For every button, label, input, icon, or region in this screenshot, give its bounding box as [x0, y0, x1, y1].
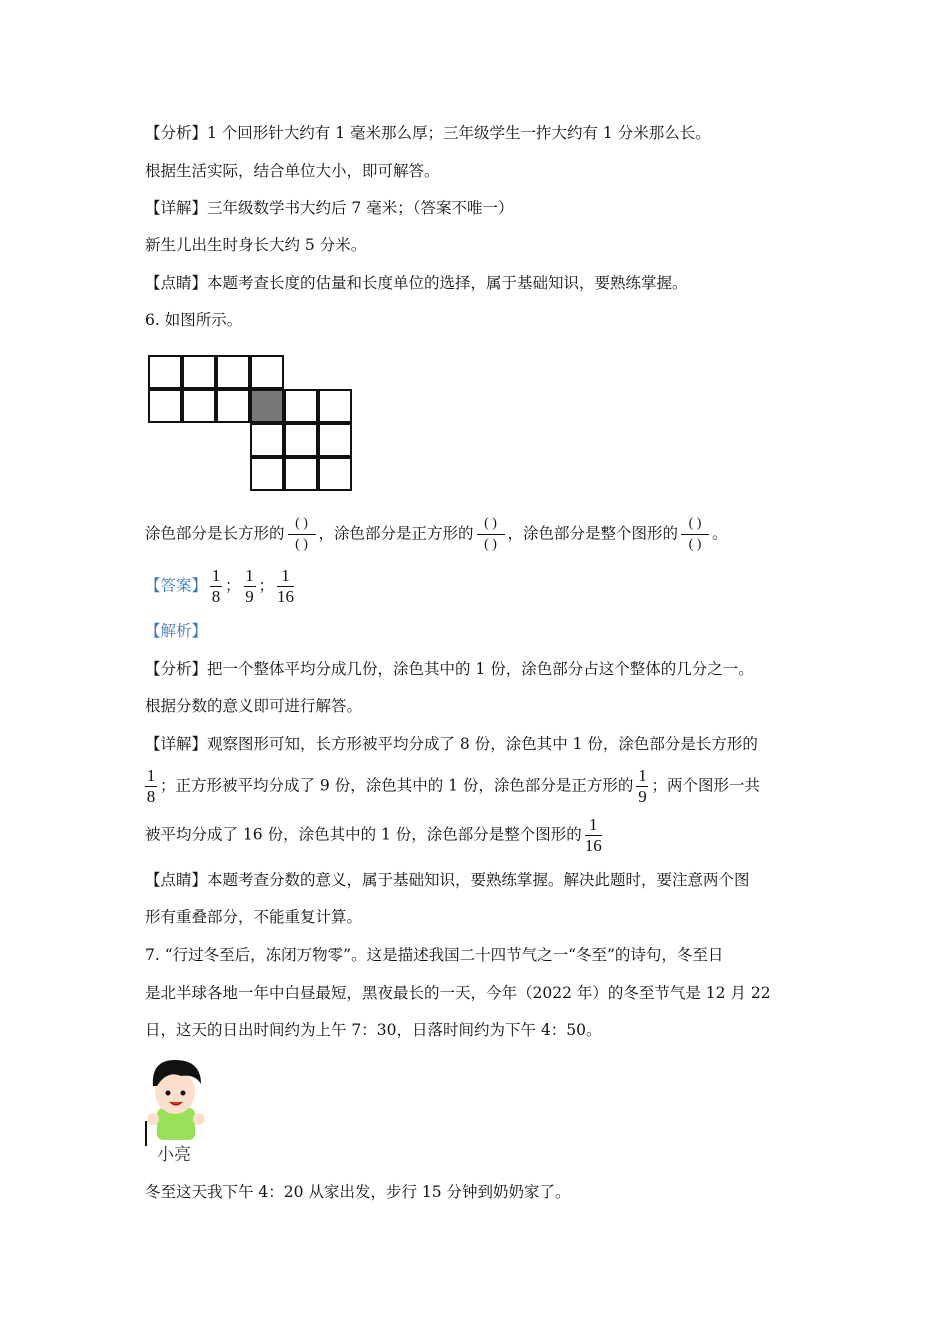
answer-fraction: $\frac{1}{16}$: [277, 566, 295, 606]
q6-answer: 【答案】 $\frac{1}{8}$ ； $\frac{1}{9}$ ； $\frac{1}{16}$: [145, 566, 295, 606]
q6-comment-cont: 形有重叠部分，不能重复计算。: [145, 908, 363, 926]
q7-line2: 是北半球各地一年中白昼最短，黑夜最长的一天，今年（2022 年）的冬至节气是 12 月 22: [145, 984, 771, 1002]
q6-question: 涂色部分是长方形的 $\frac{( )}{( )}$ ，涂色部分是正方形的 $\frac{( )}{( )}$ ，涂色部分是整个图形的 $\frac{( )}{( )}$ 。: [145, 514, 728, 555]
answer-fraction: $\frac{1}{9}$: [245, 566, 254, 606]
blank-fraction: $\frac{( )}{( )}$: [288, 514, 316, 555]
q7-line1: 7. “行过冬至后，冻闭万物零”。这是描述我国二十四节气之一“冬至”的诗句，冬至日: [145, 946, 724, 964]
q7-line3: 日，这天的日出时间约为上午 7：30，日落时间约为下午 4：50。: [145, 1021, 602, 1039]
q6-detail: 【详解】观察图形可知，长方形被平均分成了 8 份，涂色其中 1 份，涂色部分是长方形的: [145, 735, 758, 753]
q5-analysis-cont: 根据生活实际，结合单位大小，即可解答。: [145, 162, 440, 180]
q5-comment: 【点睛】本题考查长度的估量和长度单位的选择，属于基础知识，要熟练掌握。: [145, 274, 688, 292]
q6-analysis: 【分析】把一个整体平均分成几份，涂色其中的 1 份，涂色部分占这个整体的几分之一。: [145, 660, 754, 678]
q6-analysis-cont: 根据分数的意义即可进行解答。: [145, 697, 363, 715]
shaded-cell: [250, 389, 284, 423]
jiexi-label: 【解析】: [145, 622, 208, 640]
blank-fraction: $\frac{( )}{( )}$: [681, 514, 709, 555]
q6-detail-line3: 被平均分成了 16 份，涂色其中的 1 份，涂色部分是整个图形的 $\frac{1}{16}$: [145, 815, 602, 855]
q5-detail: 【详解】三年级数学书大约后 7 毫米；（答案不唯一）: [145, 199, 514, 217]
blank-fraction: $\frac{( )}{( )}$: [477, 514, 505, 555]
q5-detail-cont: 新生儿出生时身长大约 5 分米。: [145, 236, 367, 254]
q6-title: 6. 如图所示。: [145, 311, 243, 329]
q7-speech: 冬至这天我下午 4：20 从家出发，步行 15 分钟到奶奶家了。: [145, 1183, 571, 1201]
boy-character-illustration: [143, 1056, 209, 1148]
q5-analysis: 【分析】1 个回形针大约有 1 毫米那么厚；三年级学生一拃大约有 1 分米那么长。: [145, 124, 711, 142]
q6-comment: 【点睛】本题考查分数的意义，属于基础知识，要熟练掌握。解决此题时，要注意两个图: [145, 871, 750, 889]
character-name: 小亮: [157, 1145, 191, 1165]
answer-fraction: $\frac{1}{8}$: [211, 566, 221, 606]
q6-detail-line2: $\frac{1}{8}$ ；正方形被平均分成了 9 份，涂色其中的 1 份，涂色部分是正方形的 $\frac{1}{9}$ ；两个图形一共: [146, 766, 760, 806]
